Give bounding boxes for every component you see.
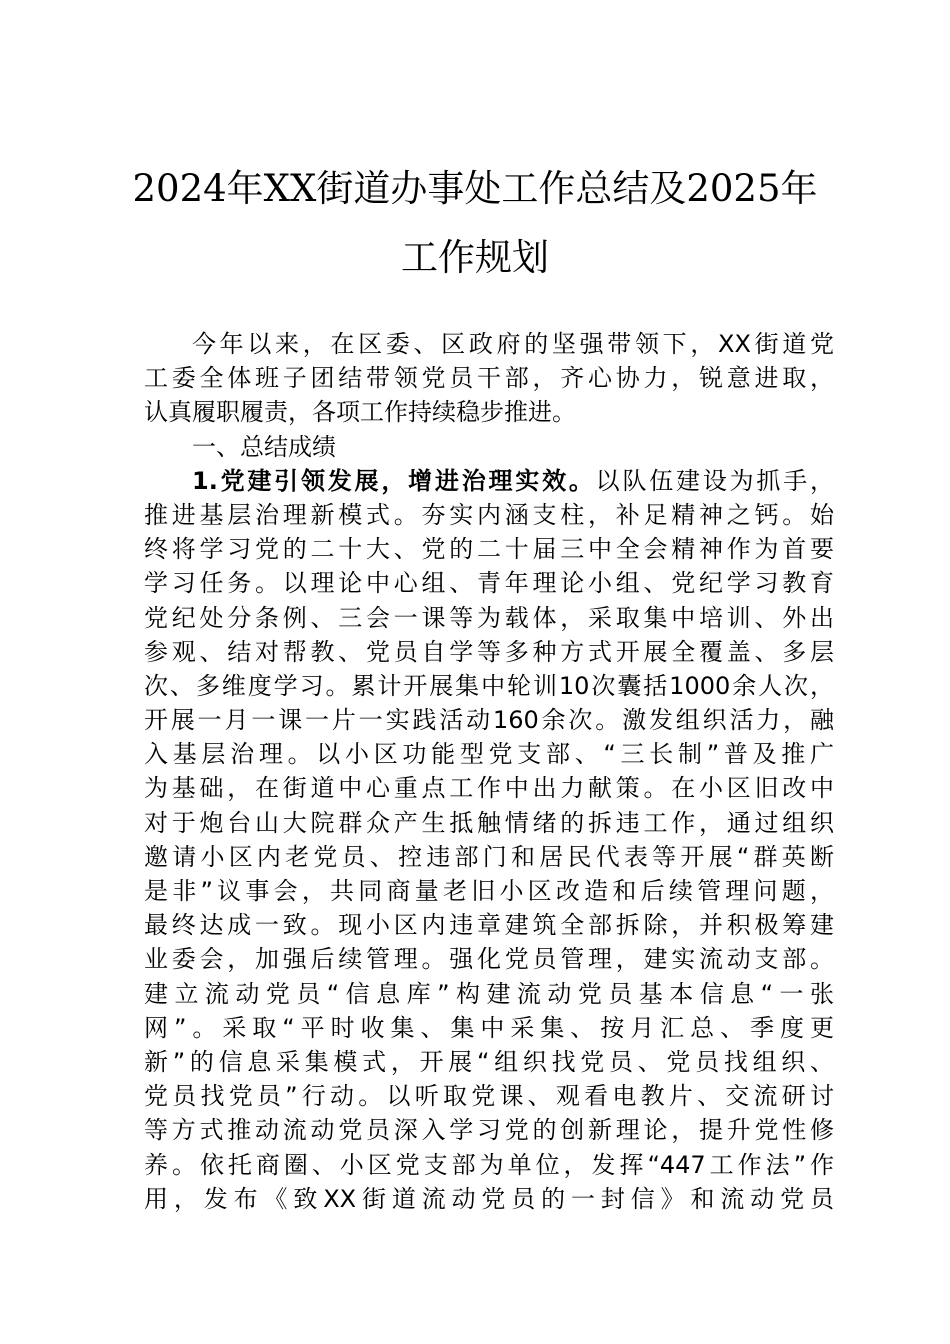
body-line: 参观、结对帮教、党员自学等多种方式开展全覆盖、多层: [144, 637, 834, 666]
body-line: 为基础，在街道中心重点工作中出力献策。在小区旧改中: [144, 774, 834, 803]
body-line: 业委会，加强后续管理。强化党员管理，建实流动支部。: [144, 945, 834, 974]
body-line: 党员找党员”行动。以听取党课、观看电教片、交流研讨: [144, 1082, 834, 1111]
body-line: 网”。采取“平时收集、集中采集、按月汇总、季度更: [144, 1013, 834, 1042]
body-line: 推进基层治理新模式。夯实内涵支柱，补足精神之钙。始: [144, 500, 834, 529]
section-heading: 一、总结成绩: [192, 432, 336, 461]
document-title-line-1: 2024年XX街道办事处工作总结及2025年: [132, 167, 818, 210]
body-line: 终将学习党的二十大、党的二十届三中全会精神作为首要: [144, 535, 834, 564]
body-line: 入基层治理。以小区功能型党支部、“三长制”普及推广: [144, 740, 834, 769]
item-1-first-text: 以队伍建设为抓手，: [595, 466, 834, 495]
body-line: 对于炮台山大院群众产生抵触情绪的拆违工作，通过组织: [144, 808, 834, 837]
intro-line: 今年以来，在区委、区政府的坚强带领下，XX街道党: [192, 330, 834, 358]
body-line: 最终达成一致。现小区内违章建筑全部拆除，并积极筹建: [144, 911, 834, 940]
body-line: 党纪处分条例、三会一课等为载体，采取集中培训、外出: [144, 603, 834, 632]
body-line: 开展一月一课一片一实践活动160余次。激发组织活力，融: [144, 706, 834, 735]
body-line: 次、多维度学习。累计开展集中轮训10次囊括1000余人次，: [144, 671, 834, 700]
body-line: 建立流动党员“信息库”构建流动党员基本信息“一张: [144, 979, 834, 1008]
body-line: 新”的信息采集模式，开展“组织找党员、党员找组织、: [144, 1047, 834, 1076]
item-1-bold-heading: 1.党建引领发展，增进治理实效。: [192, 466, 596, 495]
document-body: [144, 327, 834, 1216]
intro-line: 认真履职履责，各项工作持续稳步推进。: [144, 398, 576, 427]
intro-line: 工委全体班子团结带领党员干部，齐心协力，锐意进取，: [144, 364, 834, 393]
item-1-first-line: [144, 464, 834, 498]
body-line: 是非”议事会，共同商量老旧小区改造和后续管理问题，: [144, 877, 834, 905]
body-line: 等方式推动流动党员深入学习党的创新理论，提升党性修: [144, 1116, 834, 1145]
body-line: 邀请小区内老党员、控违部门和居民代表等开展“群英断: [144, 842, 834, 871]
document-title-line-2: 工作规划: [401, 236, 549, 279]
body-line: 学习任务。以理论中心组、青年理论小组、党纪学习教育: [144, 569, 834, 598]
body-line: 用，发布《致XX街道流动党员的一封信》和流动党员: [144, 1184, 834, 1213]
body-line: 养。依托商圈、小区党支部为单位，发挥“447工作法”作: [144, 1150, 834, 1179]
